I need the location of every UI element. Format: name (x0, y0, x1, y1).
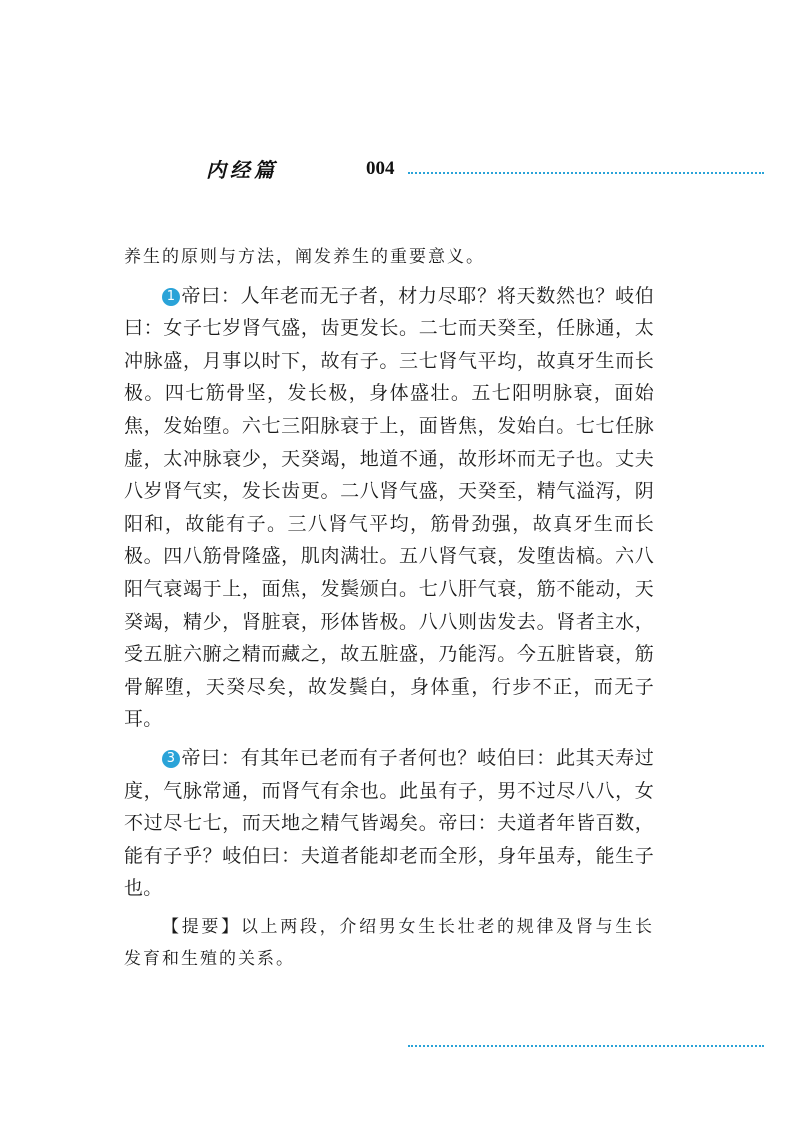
page-header (0, 150, 800, 190)
section-1-paragraph (124, 280, 654, 736)
book-title: 内经篇 (206, 158, 278, 182)
header-dotted-rule (408, 172, 764, 174)
footer-dotted-rule (408, 1045, 764, 1047)
section-1-text: 帝曰：人年老而无子者，材力尽耶？将天数然也？岐伯曰：女子七岁肾气盛，齿更发长。二七而天癸至，任脉通，太冲脉盛，月事以时下，故有子。三七肾气平均，故真牙生而长极。四七筋骨坚，发长极，身体盛壮。五七阳明脉衰，面始焦，发始堕。六七三阳脉衰于上，面皆焦，发始白。七七任脉虚，太冲脉衰少，天癸竭，地道不通，故形坏而无子也。丈夫八岁肾气实，发长齿更。二八肾气盛，天癸至，精气溢泻，阴阳和，故能有子。三八肾气平均，筋骨劲强，故真牙生而长极。四八筋骨隆盛，肌肉满壮。五八肾气衰，发堕齿槁。六八阳气衰竭于上，面焦，发鬓颁白。七八肝气衰，筋不能动，天癸竭，精少，肾脏衰，形体皆极。八八则齿发去。肾者主水，受五脏六腑之精而藏之，故五脏盛，乃能泻。今五脏皆衰，筋骨解堕，天癸尽矣，故发鬓白，身体重，行步不正，而无子耳。 (124, 284, 654, 731)
section-3-text: 帝曰：有其年已老而有子者何也？岐伯曰：此其天寿过度，气脉常通，而肾气有余也。此虽有子，男不过尽八八，女不过尽七七，而天地之精气皆竭矣。帝曰：夫道者年皆百数，能有子乎？岐伯曰：夫道者能却老而全形，身年虽寿，能生子也。 (124, 746, 654, 900)
section-3-number-badge: 3 (162, 750, 180, 768)
page-body (124, 241, 654, 982)
intro-paragraph: 养生的原则与方法，阐发养生的重要意义。 (124, 247, 485, 267)
section-1-number-badge: 1 (162, 288, 180, 306)
summary-paragraph: 【提要】以上两段，介绍男女生长壮老的规律及肾与生长发育和生殖的关系。 (124, 916, 654, 970)
section-3-paragraph (124, 742, 654, 905)
page-number: 004 (366, 158, 395, 179)
